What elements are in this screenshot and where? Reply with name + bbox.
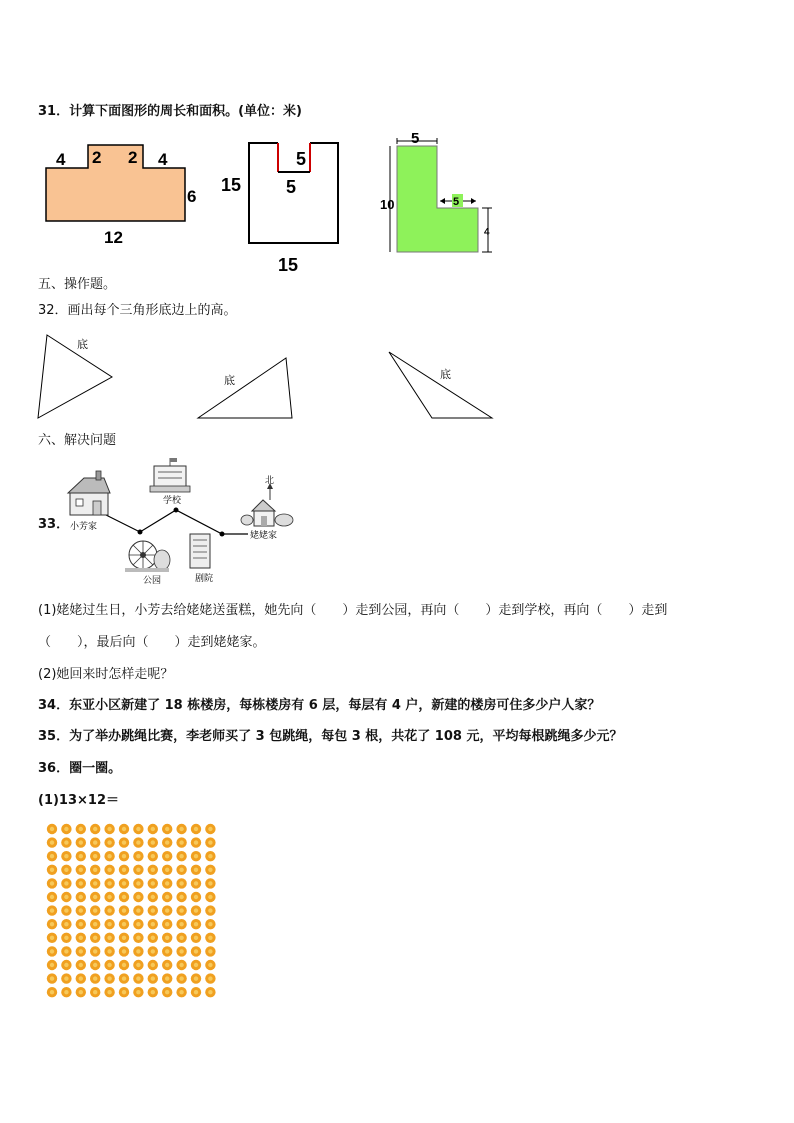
- flower-dot: [47, 987, 57, 997]
- flower-dot: [162, 973, 172, 983]
- fig2-label-bottom: 15: [278, 255, 299, 275]
- flower-dot: [176, 919, 186, 929]
- flower-dot: [104, 878, 114, 888]
- flower-dot: [119, 824, 129, 834]
- flower-dot: [119, 973, 129, 983]
- flower-dot: [47, 837, 57, 847]
- flower-dot: [162, 837, 172, 847]
- flower-dot: [205, 905, 215, 915]
- home-label: 小芳家: [70, 522, 98, 532]
- flower-dot: [191, 973, 201, 983]
- flower-dot: [76, 824, 86, 834]
- flower-dot: [191, 933, 201, 943]
- flower-dot: [148, 905, 158, 915]
- section-5-heading: 五、操作题。: [38, 277, 117, 292]
- flower-dot: [47, 892, 57, 902]
- flower-dot: [76, 865, 86, 875]
- flower-dot: [76, 892, 86, 902]
- flower-dot: [191, 865, 201, 875]
- flower-dot: [104, 837, 114, 847]
- flower-dot: [191, 892, 201, 902]
- q33-part2: (2)她回来时怎样走呢？: [38, 667, 174, 682]
- flower-dot: [119, 933, 129, 943]
- flower-dot: [148, 865, 158, 875]
- flower-dot: [104, 824, 114, 834]
- flower-dot: [176, 933, 186, 943]
- flower-dot: [47, 960, 57, 970]
- flower-dot: [191, 905, 201, 915]
- flower-dot: [104, 905, 114, 915]
- flower-dot: [205, 933, 215, 943]
- flower-dot: [191, 837, 201, 847]
- flower-dot: [205, 892, 215, 902]
- flower-dot: [90, 919, 100, 929]
- school-label: 学校: [163, 496, 182, 506]
- q34-text: 34．东亚小区新建了 18 栋楼房，每栋楼房有 6 层，每层有 4 户，新建的楼房可住多少户人家？: [38, 698, 601, 713]
- flower-dot: [133, 946, 143, 956]
- flower-dot: [119, 946, 129, 956]
- flower-dot: [148, 933, 158, 943]
- flower-dot: [47, 946, 57, 956]
- flower-dot: [90, 905, 100, 915]
- flower-dot: [133, 960, 143, 970]
- flower-dot: [76, 878, 86, 888]
- flower-dot: [61, 905, 71, 915]
- flower-dot: [176, 946, 186, 956]
- fig3-label-top: 5: [411, 130, 420, 147]
- flower-dot: [104, 946, 114, 956]
- flower-dot: [76, 905, 86, 915]
- flower-dot: [205, 837, 215, 847]
- flower-dot: [104, 973, 114, 983]
- flower-dot: [61, 878, 71, 888]
- flower-dot: [104, 892, 114, 902]
- flower-dot: [90, 933, 100, 943]
- flower-dot: [47, 919, 57, 929]
- flower-dot: [191, 987, 201, 997]
- flower-dot: [133, 973, 143, 983]
- flower-dot: [148, 892, 158, 902]
- flower-dot: [162, 987, 172, 997]
- flower-dot: [133, 837, 143, 847]
- north-label: 北: [265, 476, 275, 486]
- flower-dot: [176, 905, 186, 915]
- flower-dot: [176, 837, 186, 847]
- flower-dot: [133, 933, 143, 943]
- triangle-2-base-label: 底: [224, 374, 235, 387]
- q35-text: 35．为了举办跳绳比赛，李老师买了 3 包跳绳，每包 3 根，共花了 108 元，平均每根跳绳多少元？: [38, 729, 623, 744]
- flower-dot: [148, 946, 158, 956]
- flower-dot: [191, 960, 201, 970]
- flower-dot: [191, 946, 201, 956]
- flower-dot: [176, 851, 186, 861]
- flower-dot: [76, 973, 86, 983]
- fig2-label-left: 15: [221, 175, 242, 195]
- flower-dot: [90, 824, 100, 834]
- flower-dot: [148, 987, 158, 997]
- fig3-label-step: 5: [453, 196, 460, 208]
- flower-dot: [148, 960, 158, 970]
- fig1-label-top-right: 4: [158, 150, 168, 169]
- flower-dot: [47, 905, 57, 915]
- flower-dot: [162, 851, 172, 861]
- park-label: 公园: [143, 576, 162, 586]
- q33-number: 33．: [38, 517, 70, 532]
- fig1-label-right: 6: [187, 187, 197, 206]
- flower-dot: [76, 919, 86, 929]
- flower-dot: [90, 960, 100, 970]
- flower-dot: [133, 892, 143, 902]
- flower-dot: [162, 824, 172, 834]
- flower-dot: [133, 865, 143, 875]
- flower-dot: [162, 892, 172, 902]
- flower-dot: [90, 987, 100, 997]
- flower-dot: [119, 865, 129, 875]
- fig2-label-notch-bottom: 5: [286, 177, 297, 197]
- flower-dot: [47, 851, 57, 861]
- flower-dot: [61, 865, 71, 875]
- theater-label: 剧院: [195, 574, 214, 584]
- q36-sub1: (1)13×12＝: [38, 793, 120, 808]
- flower-dot: [61, 892, 71, 902]
- flower-dot: [90, 878, 100, 888]
- flower-dot: [104, 851, 114, 861]
- flower-dot: [148, 878, 158, 888]
- flower-dot: [162, 905, 172, 915]
- flower-dot: [162, 878, 172, 888]
- flower-dot: [205, 851, 215, 861]
- flower-dot: [205, 946, 215, 956]
- fig3-label-right: 4: [484, 227, 490, 238]
- flower-dot: [176, 892, 186, 902]
- flower-dot: [119, 851, 129, 861]
- fig1-label-step-left: 2: [92, 148, 102, 167]
- fig1-label-step-right: 2: [128, 148, 138, 167]
- flower-dot: [148, 837, 158, 847]
- flower-dot: [76, 837, 86, 847]
- flower-dot: [47, 878, 57, 888]
- flower-dot: [133, 987, 143, 997]
- flower-dot: [205, 865, 215, 875]
- flower-dot: [119, 837, 129, 847]
- flower-dot: [90, 865, 100, 875]
- grandma-house-label: 姥姥家: [250, 531, 278, 541]
- flower-dot: [119, 987, 129, 997]
- flower-dot: [61, 973, 71, 983]
- fig2-label-notch-side: 5: [296, 149, 307, 169]
- flower-dot: [104, 919, 114, 929]
- flower-dot: [148, 824, 158, 834]
- flower-dot: [47, 824, 57, 834]
- flower-dot: [119, 960, 129, 970]
- flower-dot: [47, 973, 57, 983]
- flower-dot: [205, 824, 215, 834]
- flower-dot: [76, 960, 86, 970]
- flower-dot: [162, 919, 172, 929]
- flower-dot: [205, 973, 215, 983]
- fig1-label-top-left: 4: [56, 150, 66, 169]
- triangle-3-base-label: 底: [440, 368, 451, 381]
- flower-dot: [47, 865, 57, 875]
- triangle-1-base-label: 底: [77, 338, 88, 351]
- flower-dot: [104, 865, 114, 875]
- flower-dot: [119, 878, 129, 888]
- flower-dot: [61, 919, 71, 929]
- flower-dot: [176, 824, 186, 834]
- flower-dot: [61, 933, 71, 943]
- flower-dot: [133, 824, 143, 834]
- flower-dot: [205, 987, 215, 997]
- flower-dot: [90, 892, 100, 902]
- flower-dot: [176, 987, 186, 997]
- flower-dot: [61, 824, 71, 834]
- fig1-label-bottom: 12: [104, 228, 123, 247]
- flower-dot: [61, 987, 71, 997]
- flower-dot: [162, 865, 172, 875]
- q33-part1-line2: （ ），最后向（ ）走到姥姥家。: [38, 635, 266, 650]
- flower-dot: [205, 960, 215, 970]
- q36-text: 36．圈一圈。: [38, 761, 122, 776]
- flower-dot: [176, 973, 186, 983]
- flower-dot: [104, 960, 114, 970]
- flower-dot: [119, 892, 129, 902]
- fig3-label-left: 10: [380, 197, 395, 212]
- section-6-heading: 六、解决问题: [38, 433, 117, 448]
- flower-dot: [76, 946, 86, 956]
- flower-dot: [47, 933, 57, 943]
- flower-dot: [104, 987, 114, 997]
- flower-dot: [162, 933, 172, 943]
- flower-dot: [76, 851, 86, 861]
- flower-dot: [61, 851, 71, 861]
- flower-dot: [205, 878, 215, 888]
- flower-dot: [90, 837, 100, 847]
- flower-dot: [148, 851, 158, 861]
- flower-dot: [119, 919, 129, 929]
- flower-dot: [76, 987, 86, 997]
- flower-dot: [133, 878, 143, 888]
- flower-dot: [191, 878, 201, 888]
- q31-text: 31．计算下面图形的周长和面积。(单位：米): [38, 104, 302, 119]
- flower-dot: [162, 946, 172, 956]
- flower-dot: [61, 837, 71, 847]
- flower-dot: [90, 973, 100, 983]
- flower-dot: [162, 960, 172, 970]
- flower-dot: [133, 851, 143, 861]
- flower-dot: [90, 946, 100, 956]
- flower-dot: [191, 824, 201, 834]
- flower-dot: [176, 865, 186, 875]
- flower-dot: [176, 878, 186, 888]
- flower-dot: [148, 973, 158, 983]
- flower-dot: [61, 946, 71, 956]
- flower-dot: [90, 851, 100, 861]
- flower-dot: [76, 933, 86, 943]
- flower-dot: [61, 960, 71, 970]
- flower-dot: [133, 919, 143, 929]
- flower-dot: [191, 851, 201, 861]
- flower-dot: [205, 919, 215, 929]
- flower-dot: [148, 919, 158, 929]
- flower-dot: [133, 905, 143, 915]
- flower-dot: [104, 933, 114, 943]
- q32-text: 32．画出每个三角形底边上的高。: [38, 303, 237, 318]
- flower-dot: [119, 905, 129, 915]
- flower-dot: [191, 919, 201, 929]
- flower-dot: [176, 960, 186, 970]
- q33-part1-line1: (1)姥姥过生日，小芳去给姥姥送蛋糕，她先向（ ）走到公园，再向（ ）走到学校，再向（ ）走到: [38, 603, 668, 618]
